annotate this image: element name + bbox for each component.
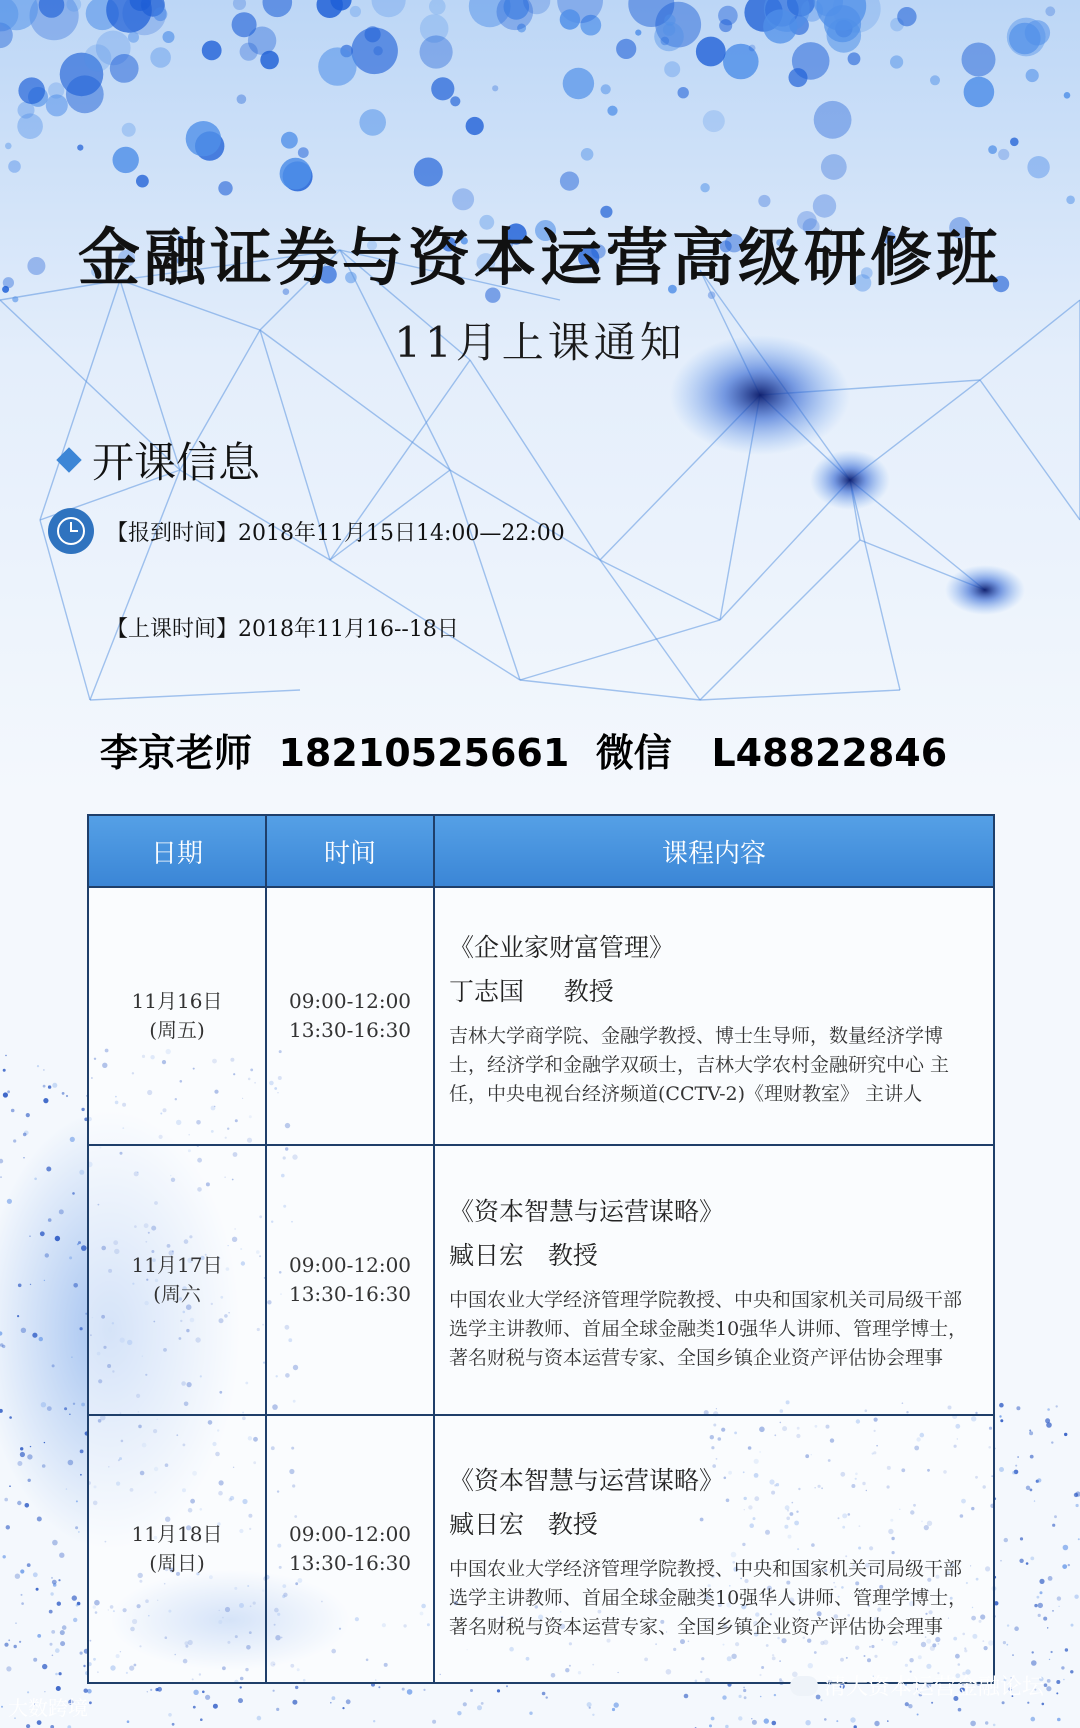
page-subtitle: 11月上课通知 — [394, 318, 686, 367]
weekday-text: (周五) — [149, 1018, 205, 1042]
date-cell — [88, 1415, 266, 1683]
table-row — [88, 1415, 994, 1683]
diamond-icon — [56, 447, 81, 472]
time-morning: 09:00-12:00 — [288, 1253, 412, 1277]
teacher-name: 臧日宏 教授 — [449, 1240, 598, 1270]
course-title: 《资本智慧与运营谋略》 — [449, 1196, 725, 1226]
watermark: 大数跨境 — [8, 1696, 88, 1720]
col-header-content: 课程内容 — [434, 815, 994, 887]
time-cell — [266, 1145, 434, 1415]
teacher-bio: 中国农业大学经济管理学院教授、中央和国家机关司局级干部选学主讲教师、首届全球金融类10强华人讲师、管理学博士，著名财税与资本运营专家、全国乡镇企业资产评估协会理事 — [449, 1557, 968, 1638]
registration-time: 【报到时间】2018年11月15日14:00—22:00 — [106, 520, 565, 546]
weekday-text: (周日) — [149, 1551, 205, 1575]
teacher-bio: 吉林大学商学院、金融学教授、博士生导师，数量经济学博士，经济学和金融学双硕士，吉林大学农村金融研究中心 主任，中央电视台经济频道(CCTV-2)《理财教室》 主讲人 — [449, 1024, 950, 1105]
wechat-icon — [790, 1676, 818, 1696]
clock-icon — [48, 508, 94, 554]
registration-row — [48, 508, 565, 554]
teacher-name: 丁志国 教授 — [449, 976, 614, 1006]
content-cell — [434, 887, 994, 1145]
section-title: 开课信息 — [92, 438, 261, 487]
time-afternoon: 13:30-16:30 — [288, 1018, 412, 1042]
date-cell — [88, 1145, 266, 1415]
weekday-text: (周六 — [153, 1282, 201, 1306]
time-afternoon: 13:30-16:30 — [288, 1282, 412, 1306]
table-header-row — [88, 815, 994, 887]
time-cell — [266, 887, 434, 1145]
col-header-date: 日期 — [88, 815, 266, 887]
teacher-name: 臧日宏 教授 — [449, 1509, 598, 1539]
time-cell — [266, 1415, 434, 1683]
schedule-table — [87, 814, 995, 1684]
page-title: 金融证券与资本运营高级研修班 — [77, 221, 1002, 294]
col-header-time: 时间 — [266, 815, 434, 887]
brand-name: 清大资本运营金融论坛 — [823, 1675, 1044, 1700]
table-row — [88, 887, 994, 1145]
table-row — [88, 1145, 994, 1415]
time-morning: 09:00-12:00 — [288, 989, 412, 1013]
content-cell — [434, 1415, 994, 1683]
time-afternoon: 13:30-16:30 — [288, 1551, 412, 1575]
section-heading — [60, 430, 260, 490]
class-time: 【上课时间】2018年11月16--18日 — [106, 617, 459, 642]
date-text: 11月17日 — [131, 1253, 223, 1277]
course-title: 《资本智慧与运营谋略》 — [449, 1465, 725, 1495]
content-cell — [434, 1145, 994, 1415]
course-title: 《企业家财富管理》 — [449, 932, 675, 962]
footer-brand — [790, 1670, 1044, 1701]
date-cell — [88, 887, 266, 1145]
date-text: 11月16日 — [131, 989, 223, 1013]
contact-info: 李京老师 18210525661 微信 L48822846 — [100, 731, 948, 775]
teacher-bio: 中国农业大学经济管理学院教授、中央和国家机关司局级干部选学主讲教师、首届全球金融类10强华人讲师、管理学博士，著名财税与资本运营专家、全国乡镇企业资产评估协会理事 — [449, 1288, 968, 1369]
date-text: 11月18日 — [131, 1522, 223, 1546]
time-morning: 09:00-12:00 — [288, 1522, 412, 1546]
